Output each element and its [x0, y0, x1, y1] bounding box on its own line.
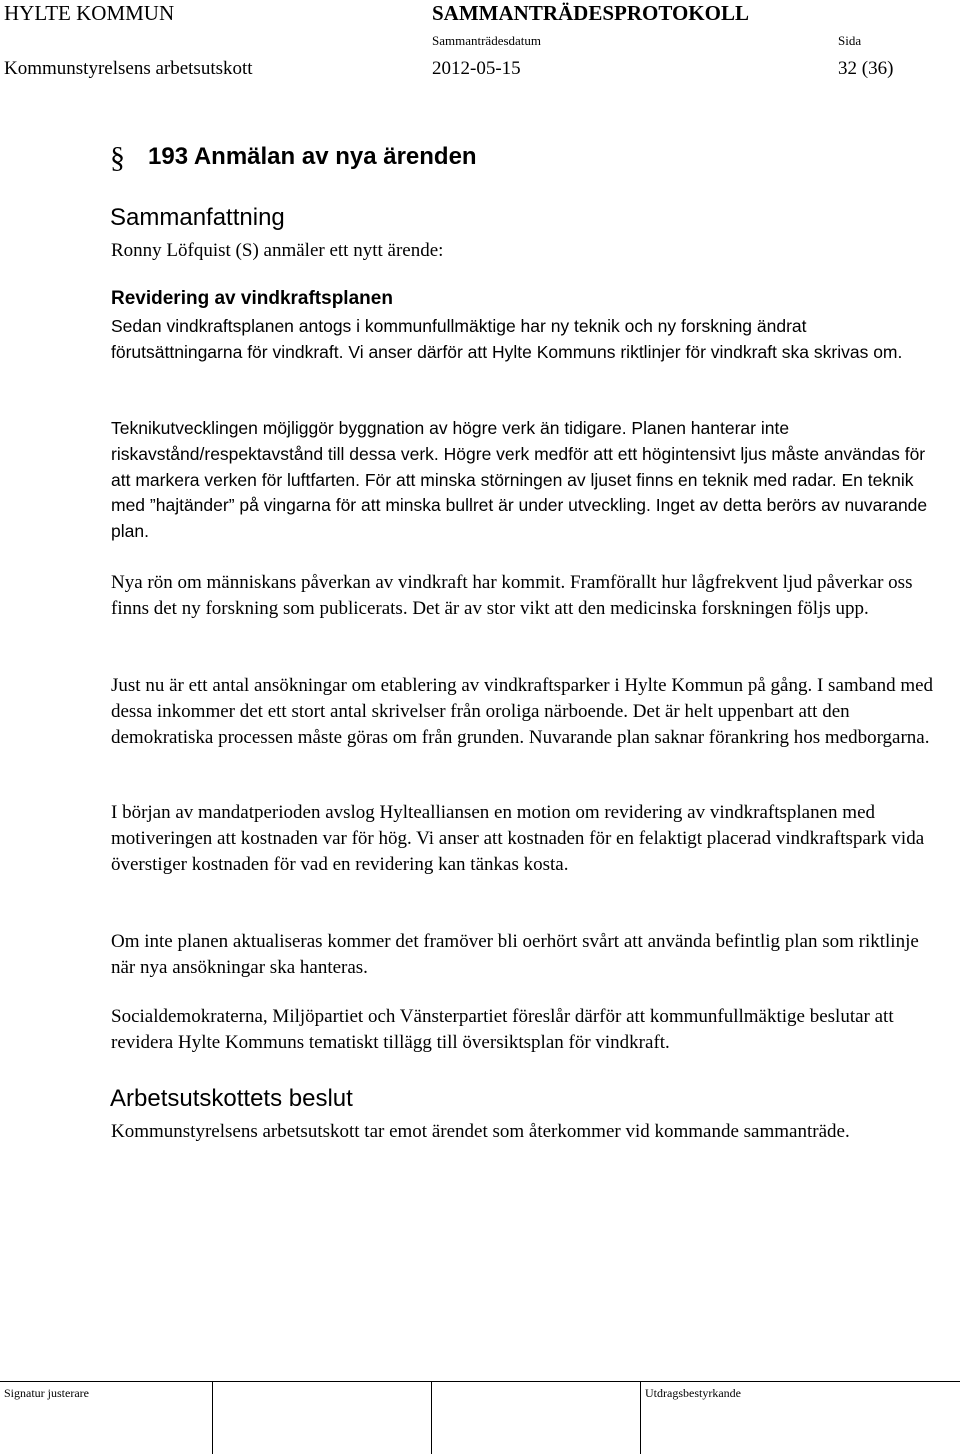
date-label: Sammanträdesdatum [432, 33, 542, 48]
page-number: 32 (36) [838, 58, 894, 79]
paragraph-6: Om inte planen aktualiseras kommer det framöver bli oerhört svårt att använda befintlig plan som riktlinje när nya ansökningar ska hanteras. [111, 931, 919, 978]
meeting-date: 2012-05-15 [432, 58, 521, 79]
decision-text: Kommunstyrelsens arbetsutskott tar emot ärendet som återkommer vid kommande sammanträde. [111, 1121, 850, 1142]
paragraph-7: Socialdemokraterna, Miljöpartiet och Vänsterpartiet föreslår därför att kommunfullmäktige beslutar att revidera Hylte Kommuns tematiskt tillägg till översiktsplan för vindkraft. [111, 1006, 894, 1053]
org-name: HYLTE KOMMUN [4, 1, 175, 25]
paragraph-4: Just nu är ett antal ansökningar om etablering av vindkraftsparker i Hylte Kommun på gång. I samband med dessa inkommer det ett stort antal skrivelser från oroliga närboende. Det är helt uppenbart att den demokratiska processen måste göras om från grunden. Nuvarande plan saknar förankring hos medborgarna. [111, 675, 934, 748]
summary-subheading: Revidering av vindkraftsplanen [111, 288, 393, 309]
paragraph-2: Teknikutvecklingen möjliggör byggnation av högre verk än tidigare. Planen hanterar inte riskavstånd/respektavstånd till dessa verk. Högre verk medför att ett högintensivt ljus måste användas för att markera verken för luftfarten. För att minska störningen av ljuset finns en teknik med radar. En teknik med ”hajtänder” på vingarna för att minska bullret är under utveckling. Inget av detta berörs av nuvarande plan. [111, 418, 928, 542]
footer-rule [0, 1381, 960, 1382]
paragraph-5: I början av mandatperioden avslog Hyltealliansen en motion om revidering av vindkraftsplanen med motiveringen att kostnaden var för hög. Vi anser att kostnaden för en felaktigt placerad vindkraftspark vida överstiger kostnaden för vad en revidering kan tänkas kosta. [111, 802, 925, 875]
extract-label: Utdragsbestyrkande [645, 1386, 741, 1400]
paragraph-1: Sedan vindkraftsplanen antogs i kommunfullmäktige har ny teknik och ny forskning ändrat förutsättningarna för vindkraft. Vi anser därför att Hylte Kommuns riktlinjer för vindkraft ska skrivas om. [111, 316, 903, 362]
footer-divider [640, 1381, 641, 1454]
footer-divider [212, 1381, 213, 1454]
footer-divider [431, 1381, 432, 1454]
summary-heading: Sammanfattning [110, 204, 285, 231]
paragraph-symbol: § [110, 141, 125, 174]
page-label: Sida [838, 33, 862, 48]
body-name: Kommunstyrelsens arbetsutskott [4, 58, 253, 79]
summary-intro: Ronny Löfquist (S) anmäler ett nytt ärende: [111, 240, 444, 261]
decision-heading: Arbetsutskottets beslut [110, 1085, 353, 1112]
paragraph-3: Nya rön om människans påverkan av vindkraft har kommit. Framförallt hur lågfrekvent ljud påverkar oss finns det ny forskning som publicerats. Det är av stor vikt att den medicinska forskningen följs upp. [111, 572, 913, 619]
document-type: SAMMANTRÄDESPROTOKOLL [432, 1, 749, 25]
section-title-text: 193 Anmälan av nya ärenden [148, 143, 477, 170]
signature-label: Signatur justerare [4, 1386, 89, 1400]
